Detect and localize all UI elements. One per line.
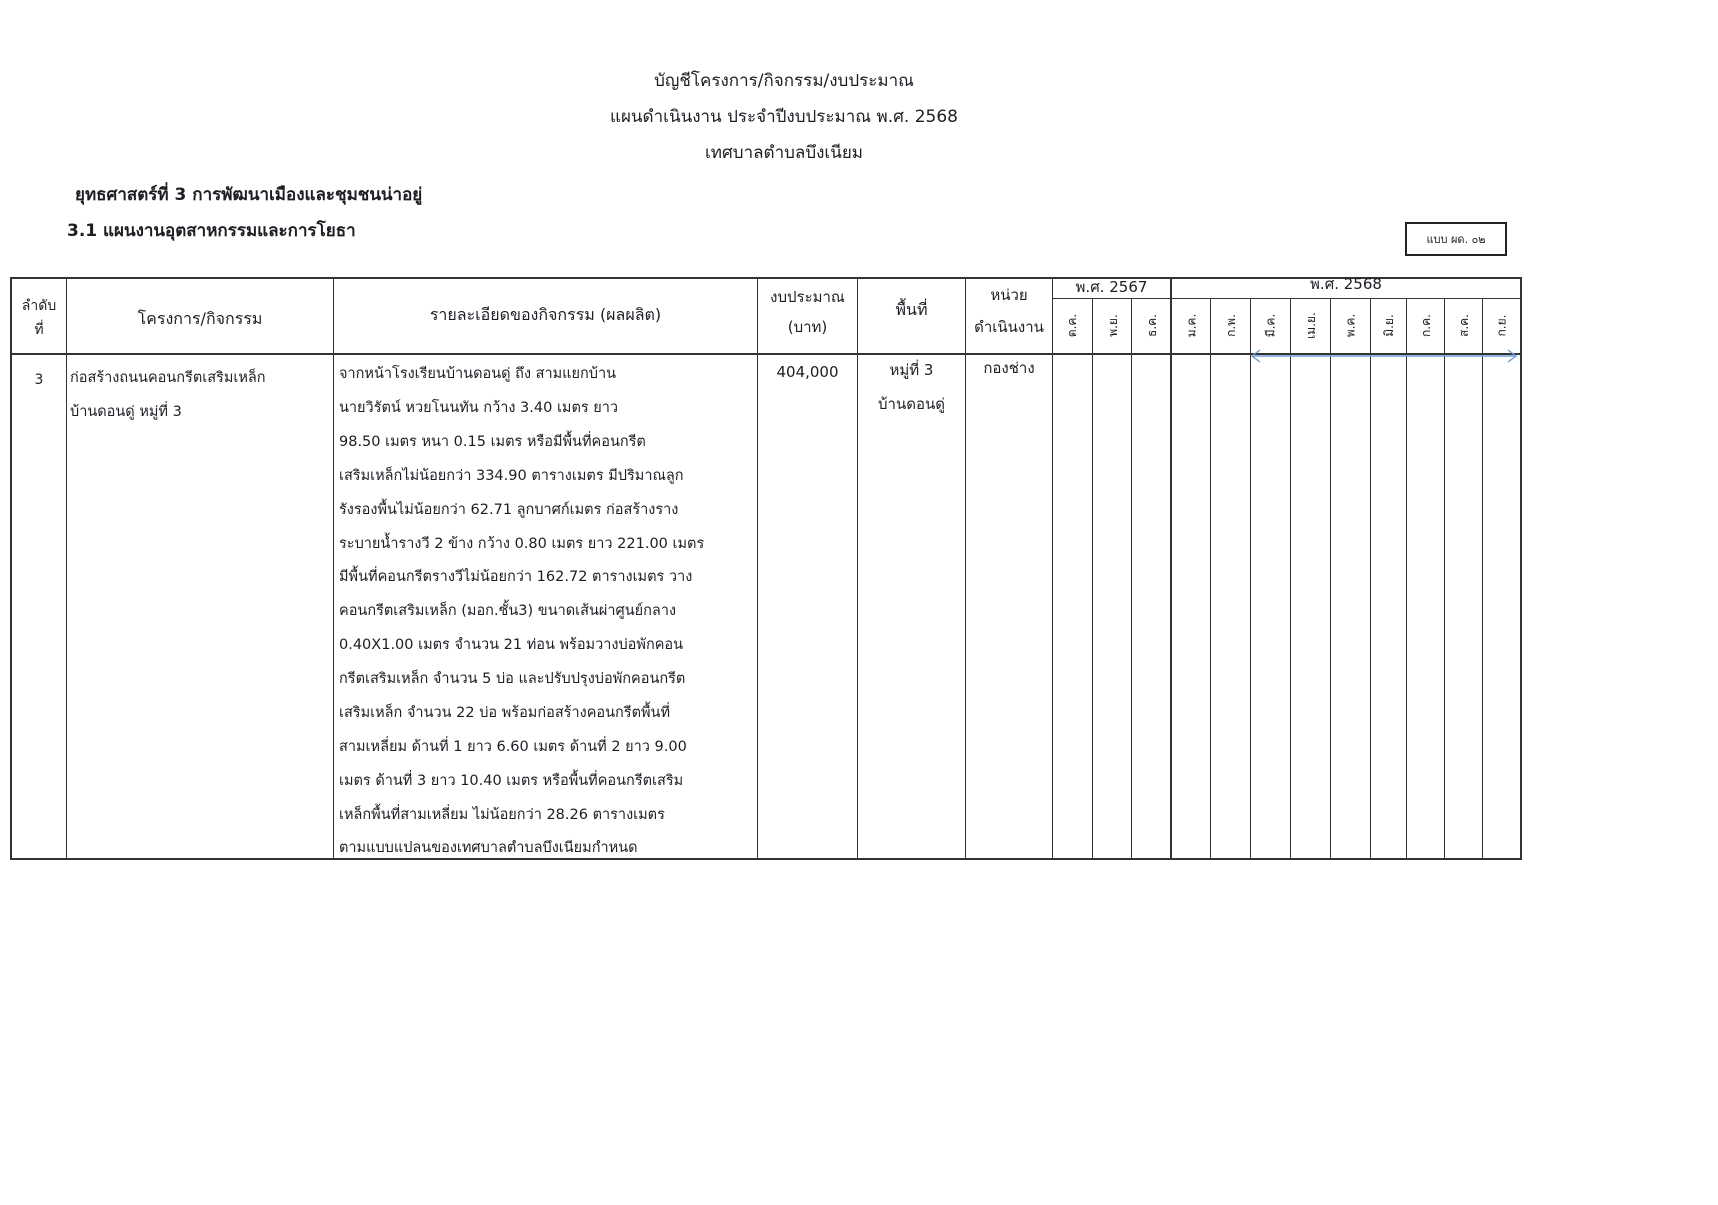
month-divider [1092, 298, 1093, 860]
organization-name: เทศบาลตำบลบึงเนียม [704, 143, 864, 163]
month-header: ส.ค. [1456, 313, 1471, 337]
year-divider [1170, 277, 1172, 860]
budget-value: 404,000 [776, 363, 839, 381]
col-divider [1052, 277, 1053, 860]
month-header: ก.ย. [1494, 314, 1509, 336]
detail-line: คอนกรีตเสริมเหล็ก (มอก.ชั้น3) ขนาดเส้นผ่าศูนย์กลาง [339, 603, 677, 619]
detail-line: ระบายน้ำรางวี 2 ข้าง กว้าง 0.80 เมตร ยาว 221.00 เมตร [339, 536, 705, 552]
header-unit: หน่วย ดำเนินงาน [974, 286, 1044, 336]
month-divider [1131, 298, 1132, 860]
month-header: มิ.ย. [1381, 313, 1396, 337]
plan-heading: 3.1 แผนงานอุตสาหกรรมและการโยธา [67, 221, 356, 241]
month-divider [1444, 298, 1445, 860]
detail-line: 98.50 เมตร หนา 0.15 เมตร หรือมีพื้นที่คอนกรีต [339, 434, 646, 450]
form-code-box [1405, 222, 1507, 256]
schedule-arrow [1248, 348, 1520, 364]
year-header-divider [1052, 298, 1521, 299]
table-left-border [10, 277, 12, 860]
month-header: มี.ค. [1263, 313, 1278, 337]
month-divider [1290, 298, 1291, 860]
area-line: บ้านดอนดู่ [878, 395, 945, 413]
detail-line: นายวิรัตน์ หวยโนนทัน กว้าง 3.40 เมตร ยาว [339, 400, 619, 416]
detail-line: 0.40X1.00 เมตร จำนวน 21 ท่อน พร้อมวางบ่อพักคอน [339, 637, 684, 653]
month-header: ธ.ค. [1144, 313, 1159, 337]
project-line: บ้านดอนดู่ หมู่ที่ 3 [70, 404, 182, 420]
header-no: ลำดับ ที่ [21, 298, 57, 338]
document-title: บัญชีโครงการ/กิจกรรม/งบประมาณ [654, 71, 914, 91]
month-header: พ.ค. [1343, 313, 1358, 337]
col-divider [333, 277, 334, 860]
month-divider [1330, 298, 1331, 860]
header-year-2568: พ.ศ. 2568 [1310, 275, 1382, 293]
detail-line: สามเหลี่ยม ด้านที่ 1 ยาว 6.60 เมตร ด้านที่ 2 ยาว 9.00 [339, 739, 687, 755]
table-right-border [1520, 277, 1522, 860]
detail-line: เหล็กพื้นที่สามเหลี่ยม ไม่น้อยกว่า 28.26 ตารางเมตร [339, 807, 665, 823]
header-year-2567: พ.ศ. 2567 [1075, 278, 1148, 296]
header-area: พื้นที่ [895, 300, 928, 319]
header-project: โครงการ/กิจกรรม [137, 309, 263, 328]
month-divider [1250, 298, 1251, 860]
detail-line: ตามแบบแปลนของเทศบาลตำบลบึงเนียมกำหนด [339, 840, 638, 856]
month-divider [1210, 298, 1211, 860]
month-header: ก.พ. [1223, 313, 1238, 337]
area-line: หมู่ที่ 3 [889, 361, 934, 379]
table-bottom-border [10, 858, 1521, 860]
detail-line: มีพื้นที่คอนกรีตรางวีไม่น้อยกว่า 162.72 ตารางเมตร วาง [339, 569, 693, 585]
detail-line: จากหน้าโรงเรียนบ้านดอนดู่ ถึง สามแยกบ้าน [339, 366, 617, 382]
month-header: เม.ย. [1303, 311, 1318, 339]
month-header: ม.ค. [1184, 313, 1199, 337]
detail-line: เสริมเหล็กไม่น้อยกว่า 334.90 ตารางเมตร มีปริมาณลูก [339, 468, 684, 484]
detail-line: กรีตเสริมเหล็ก จำนวน 5 บ่อ และปรับปรุงบ่อพักคอนกรีต [339, 671, 686, 687]
month-header: ต.ค. [1065, 313, 1080, 337]
header-detail: รายละเอียดของกิจกรรม (ผลผลิต) [429, 305, 662, 324]
month-header: ก.ค. [1418, 313, 1433, 337]
detail-line: รังรองพื้นไม่น้อยกว่า 62.71 ลูกบาศก์เมตร ก่อสร้างราง [339, 502, 679, 518]
month-divider [1406, 298, 1407, 860]
detail-line: เสริมเหล็ก จำนวน 22 บ่อ พร้อมก่อสร้างคอนกรีตพื้นที่ [339, 705, 671, 721]
unit-value: กองช่าง [983, 359, 1035, 377]
form-code: แบบ ผด. ๐๒ [1426, 233, 1486, 246]
row-number: 3 [34, 372, 44, 388]
document-subtitle: แผนดำเนินงาน ประจำปีงบประมาณ พ.ศ. 2568 [610, 107, 958, 127]
month-header: พ.ย. [1105, 313, 1120, 337]
month-divider [1482, 298, 1483, 860]
project-line: ก่อสร้างถนนคอนกรีตเสริมเหล็ก [70, 370, 266, 386]
month-divider [1370, 298, 1371, 860]
col-divider [66, 277, 67, 860]
detail-line: เมตร ด้านที่ 3 ยาว 10.40 เมตร หรือพื้นที่คอนกรีตเสริม [339, 773, 684, 789]
header-budget: งบประมาณ (บาท) [770, 288, 845, 336]
strategy-heading: ยุทธศาสตร์ที่ 3 การพัฒนาเมืองและชุมชนน่าอยู่ [75, 185, 423, 205]
